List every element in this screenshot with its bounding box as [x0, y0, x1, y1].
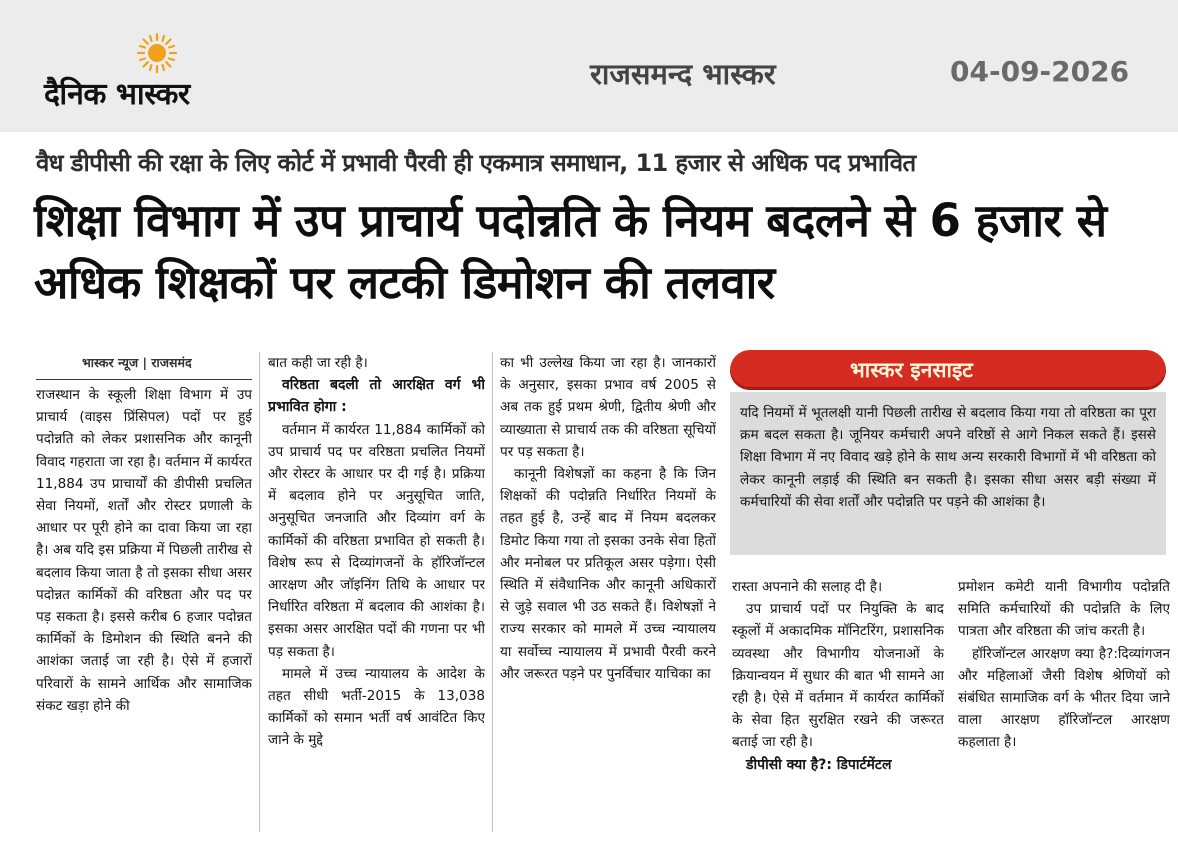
masthead [0, 0, 1178, 132]
column-4-paragraph-3: डीपीसी क्या है?: डिपार्टमेंटल [746, 756, 892, 773]
insight-text: यदि नियमों में भूतलक्षी यानी पिछली तारीख से बदलाव किया गया तो वरिष्ठता का पूरा क्रम बदल सकता है। जूनियर कर्मचारी अपने वरिष्ठों से आगे निकल सकते हैं। इससे शिक्षा विभाग में नए विवाद खड़े होने के साथ अन्य सरकारी विभागों में भी वरिष्ठता को लेकर कानूनी लड़ाई की स्थिति बन सकती है। इसका सीधा असर बड़ी संख्या में कर्मचारियों की सेवा शर्तों और पदोन्नति पर पड़ने की आशंका है। [730, 392, 1166, 555]
column-4-paragraph-1: रास्ता अपनाने की सलाह दी है। [732, 579, 883, 595]
main-headline: शिक्षा विभाग में उप प्राचार्य पदोन्नति के नियम बदलने से 6 हजार से अधिक शिक्षकों पर लटकी डिमोशन की तलवार [34, 194, 1107, 309]
column-2-paragraph-1: वर्तमान में कार्यरत 11,884 कार्मिकों को उप प्राचार्य पद पर वरिष्ठता प्रचलित नियमों और रोस्टर के आधार पर दी गई है। प्रक्रिया में बदलाव होने पर अनुसूचित जाति, अनुसूचित जनजाति और दिव्यांग वर्ग के कार्मिकों की वरिष्ठता प्रभावित हो सकती है। विशेष रूप से दिव्यांगजनों के हॉरिजॉन्टल आरक्षण और जॉइनिंग तिथि के आधार पर निर्धारित वरिष्ठता में बदलाव की आशंका है। इसका असर आरक्षित पदों की गणना पर भी पड़ सकता है। [268, 421, 485, 660]
insight-label-tab [730, 350, 1166, 390]
column-5-paragraph-1: प्रमोशन कमेटी यानी विभागीय पदोन्नति समिति कर्मचारियों की पदोन्नति के लिए पात्रता और वरिष्ठता की जांच करती है। [958, 579, 1170, 640]
kicker-headline: वैध डीपीसी की रक्षा के लिए कोर्ट में प्रभावी पैरवी ही एकमात्र समाधान, 11 हजार से अधिक पद प्रभावित [36, 149, 916, 177]
edition-date: 04-09-2026 [950, 55, 1130, 88]
newspaper-logo [40, 32, 280, 112]
column-4-paragraph-2: उप प्राचार्य पदों पर नियुक्ति के बाद स्कूलों में अकादमिक मॉनिटरिंग, प्रशासनिक व्यवस्था और विभागीय योजनाओं के क्रियान्वयन में सुधार की बात भी सामने आ रही है। ऐसे में वर्तमान में कार्यरत कार्मिकों के सेवा हित सुरक्षित रखने की जरूरत बताई जा रही है। [732, 601, 944, 751]
article-column-3 [500, 352, 716, 841]
byline: भास्कर न्यूज | राजसमंद [36, 352, 252, 380]
edition-name: राजसमन्द भास्कर [590, 57, 776, 91]
article-column-4 [732, 576, 944, 841]
subheading-seniority: वरिष्ठता बदली तो आरक्षित वर्ग भी प्रभावित होगा : [268, 377, 485, 416]
article-column-1 [36, 352, 252, 841]
article-column-2 [268, 352, 485, 841]
column-2-lead: बात कही जा रही है। [268, 355, 368, 371]
column-3-paragraph-1: का भी उल्लेख किया जा रहा है। जानकारों के अनुसार, इसका प्रभाव वर्ष 2005 से अब तक हुई प्रथम श्रेणी, द्वितीय श्रेणी और व्याख्याता से प्राचार्य तक की वरिष्ठता सूचियों पर पड़ सकता है। [500, 355, 716, 460]
column-1-text: राजस्थान के स्कूली शिक्षा विभाग में उप प्राचार्य (वाइस प्रिंसिपल) पदों पर हुई पदोन्नति को लेकर प्रशासनिक और कानूनी विवाद गहराता जा रहा है। वर्तमान में कार्यरत 11,884 उप प्राचार्यों की डीपीसी प्रचलित सेवा नियमों, शर्तों और रोस्टर प्रणाली के आधार पर पूरी होने का दावा किया जा रहा है। अब यदि इस प्रक्रिया में पिछली तारीख से बदलाव किया जाता है तो इसका सीधा असर पदोन्नत कार्मिकों की वरिष्ठता और पद पर पड़ सकता है। इससे करीब 6 हजार पदोन्नत कार्मिकों के डिमोशन की स्थिति बनने की आशंका जताई जा रही है। ऐसे में हजारों परिवारों के सामने आर्थिक और सामाजिक संकट खड़ा होने की [36, 387, 252, 714]
sun-icon [136, 32, 178, 74]
column-5-paragraph-2: हॉरिजॉन्टल आरक्षण क्या है?:दिव्यांगजन और महिलाओं जैसी विशेष श्रेणियों को संबंधित सामाजिक वर्ग के भीतर दिया जाने वाला आरक्षण हॉरिजॉन्टल आरक्षण कहलाता है। [958, 645, 1170, 751]
insight-label: भास्कर इनसाइट [850, 358, 973, 382]
column-divider [259, 352, 260, 832]
column-3-paragraph-2: कानूनी विशेषज्ञों का कहना है कि जिन शिक्षकों की पदोन्नति निर्धारित नियमों के तहत हुई है, उन्हें बाद में नियम बदलकर डिमोट किया गया तो इसका उनके सेवा हितों और मनोबल पर प्रतिकूल असर पड़ेगा। ऐसी स्थिति में संवैधानिक और कानूनी अधिकारों से जुड़े सवाल भी उठ सकते हैं। विशेषज्ञों ने राज्य सरकार को मामले में उच्च न्यायालय या सर्वोच्च न्यायालय में प्रभावी पैरवी करने और जरूरत पड़ने पर पुनर्विचार याचिका का [500, 466, 716, 682]
column-2-paragraph-2: मामले में उच्च न्यायालय के आदेश के तहत सीधी भर्ती-2015 के 13,038 कार्मिकों को समान भर्ती वर्ष आवंटित किए जाने के मुद्दे [268, 665, 485, 749]
logo-text: दैनिक भास्कर [44, 77, 190, 112]
article-column-5 [958, 576, 1170, 841]
insight-box [730, 350, 1166, 555]
column-divider [492, 352, 493, 832]
